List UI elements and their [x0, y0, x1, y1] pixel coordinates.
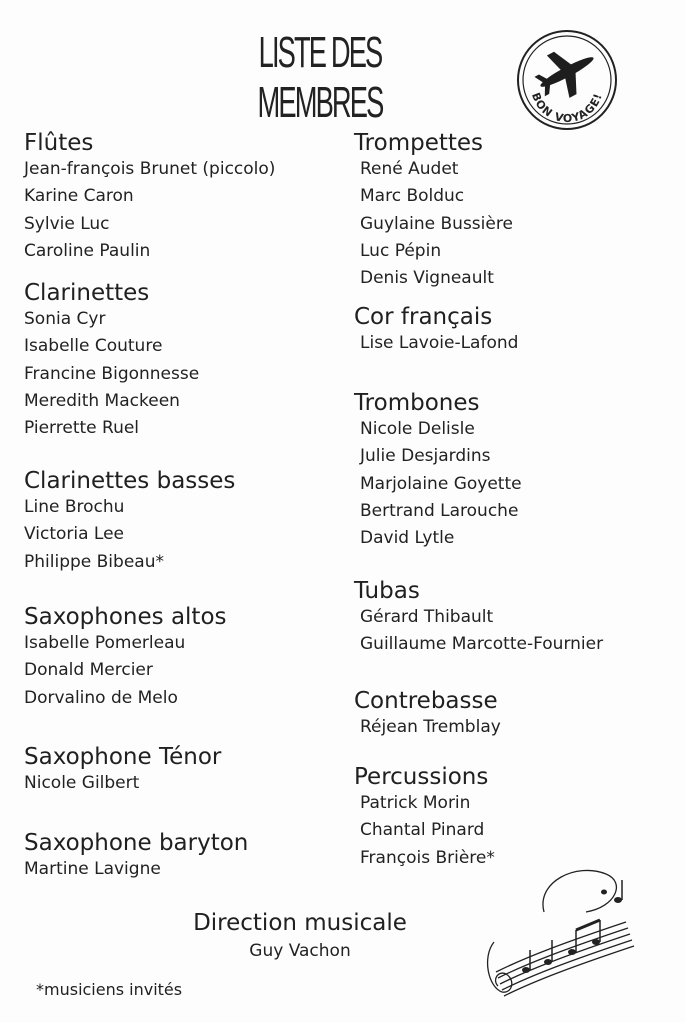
- page-title: LISTE DES MEMBRES: [257, 28, 383, 127]
- member-name: Meredith Mackeen: [24, 390, 180, 411]
- stamp-text: BON VOYAGE!: [528, 90, 606, 126]
- section-0: [24, 130, 275, 265]
- section-title: Clarinettes: [24, 280, 150, 306]
- direction-title: Direction musicale: [193, 910, 407, 936]
- member-name: Philippe Bibeau*: [24, 551, 164, 572]
- section-title: Contrebasse: [354, 688, 498, 714]
- member-name: Martine Lavigne: [24, 859, 161, 879]
- member-name: Karine Caron: [24, 186, 134, 207]
- member-name: Guillaume Marcotte-Fournier: [360, 634, 604, 655]
- section-5: [24, 830, 248, 883]
- member-name: Victoria Lee: [24, 524, 125, 545]
- member-name: François Brière*: [360, 847, 495, 868]
- member-name: Line Brochu: [24, 497, 125, 517]
- member-name: Lise Lavoie-Lafond: [360, 333, 519, 353]
- director-name: Guy Vachon: [249, 941, 351, 961]
- member-name: Guylaine Bussière: [360, 213, 513, 234]
- section-1: [24, 280, 199, 442]
- member-name: Chantal Pinard: [360, 820, 485, 841]
- member-name: Julie Desjardins: [360, 446, 491, 467]
- member-name: Pierrette Ruel: [24, 418, 140, 439]
- section-title: Saxophones altos: [24, 604, 227, 630]
- member-name: Nicole Gilbert: [24, 773, 140, 793]
- member-name: Isabelle Couture: [24, 336, 163, 357]
- member-name: Sonia Cyr: [24, 309, 106, 329]
- member-name: Francine Bigonnesse: [24, 363, 200, 384]
- member-name: René Audet: [360, 159, 459, 179]
- section-0: [354, 130, 513, 292]
- section-title: Saxophone Ténor: [24, 744, 222, 770]
- member-name: Nicole Delisle: [360, 419, 475, 439]
- member-name: David Lytle: [360, 528, 455, 549]
- airplane-stamp-icon: [515, 28, 619, 132]
- section-title: Saxophone baryton: [24, 830, 249, 856]
- section-4: [24, 744, 221, 797]
- member-name: Marc Bolduc: [360, 186, 465, 207]
- section-title: Percussions: [354, 764, 489, 790]
- music-notes-icon: [476, 862, 636, 1002]
- section-2: [354, 390, 522, 552]
- member-name: Donald Mercier: [24, 660, 153, 681]
- section-title: Cor français: [354, 304, 493, 330]
- member-name: Gérard Thibault: [360, 607, 494, 627]
- section-title: Tubas: [354, 578, 420, 604]
- section-4: [354, 688, 501, 741]
- member-name: Luc Pépin: [360, 240, 442, 261]
- section-3: [24, 604, 227, 712]
- footnote: *musiciens invités: [36, 980, 183, 999]
- member-name: Dorvalino de Melo: [24, 687, 178, 708]
- member-name: Sylvie Luc: [24, 213, 110, 234]
- member-name: Denis Vigneault: [360, 268, 494, 289]
- section-title: Flûtes: [24, 130, 94, 156]
- member-name: Caroline Paulin: [24, 240, 151, 261]
- section-5: [354, 764, 495, 872]
- section-title: Trompettes: [354, 130, 484, 156]
- member-name: Jean-françois Brunet (piccolo): [24, 159, 276, 179]
- section-1: [354, 304, 518, 357]
- member-name: Isabelle Pomerleau: [24, 633, 186, 653]
- direction-block: [150, 910, 450, 966]
- member-name: Marjolaine Goyette: [360, 473, 522, 494]
- member-name: Réjean Tremblay: [360, 717, 501, 737]
- member-name: Patrick Morin: [360, 793, 471, 813]
- member-name: Bertrand Larouche: [360, 500, 519, 521]
- section-3: [354, 578, 603, 659]
- section-title: Clarinettes basses: [24, 468, 236, 494]
- section-2: [24, 468, 235, 576]
- section-title: Trombones: [354, 390, 480, 416]
